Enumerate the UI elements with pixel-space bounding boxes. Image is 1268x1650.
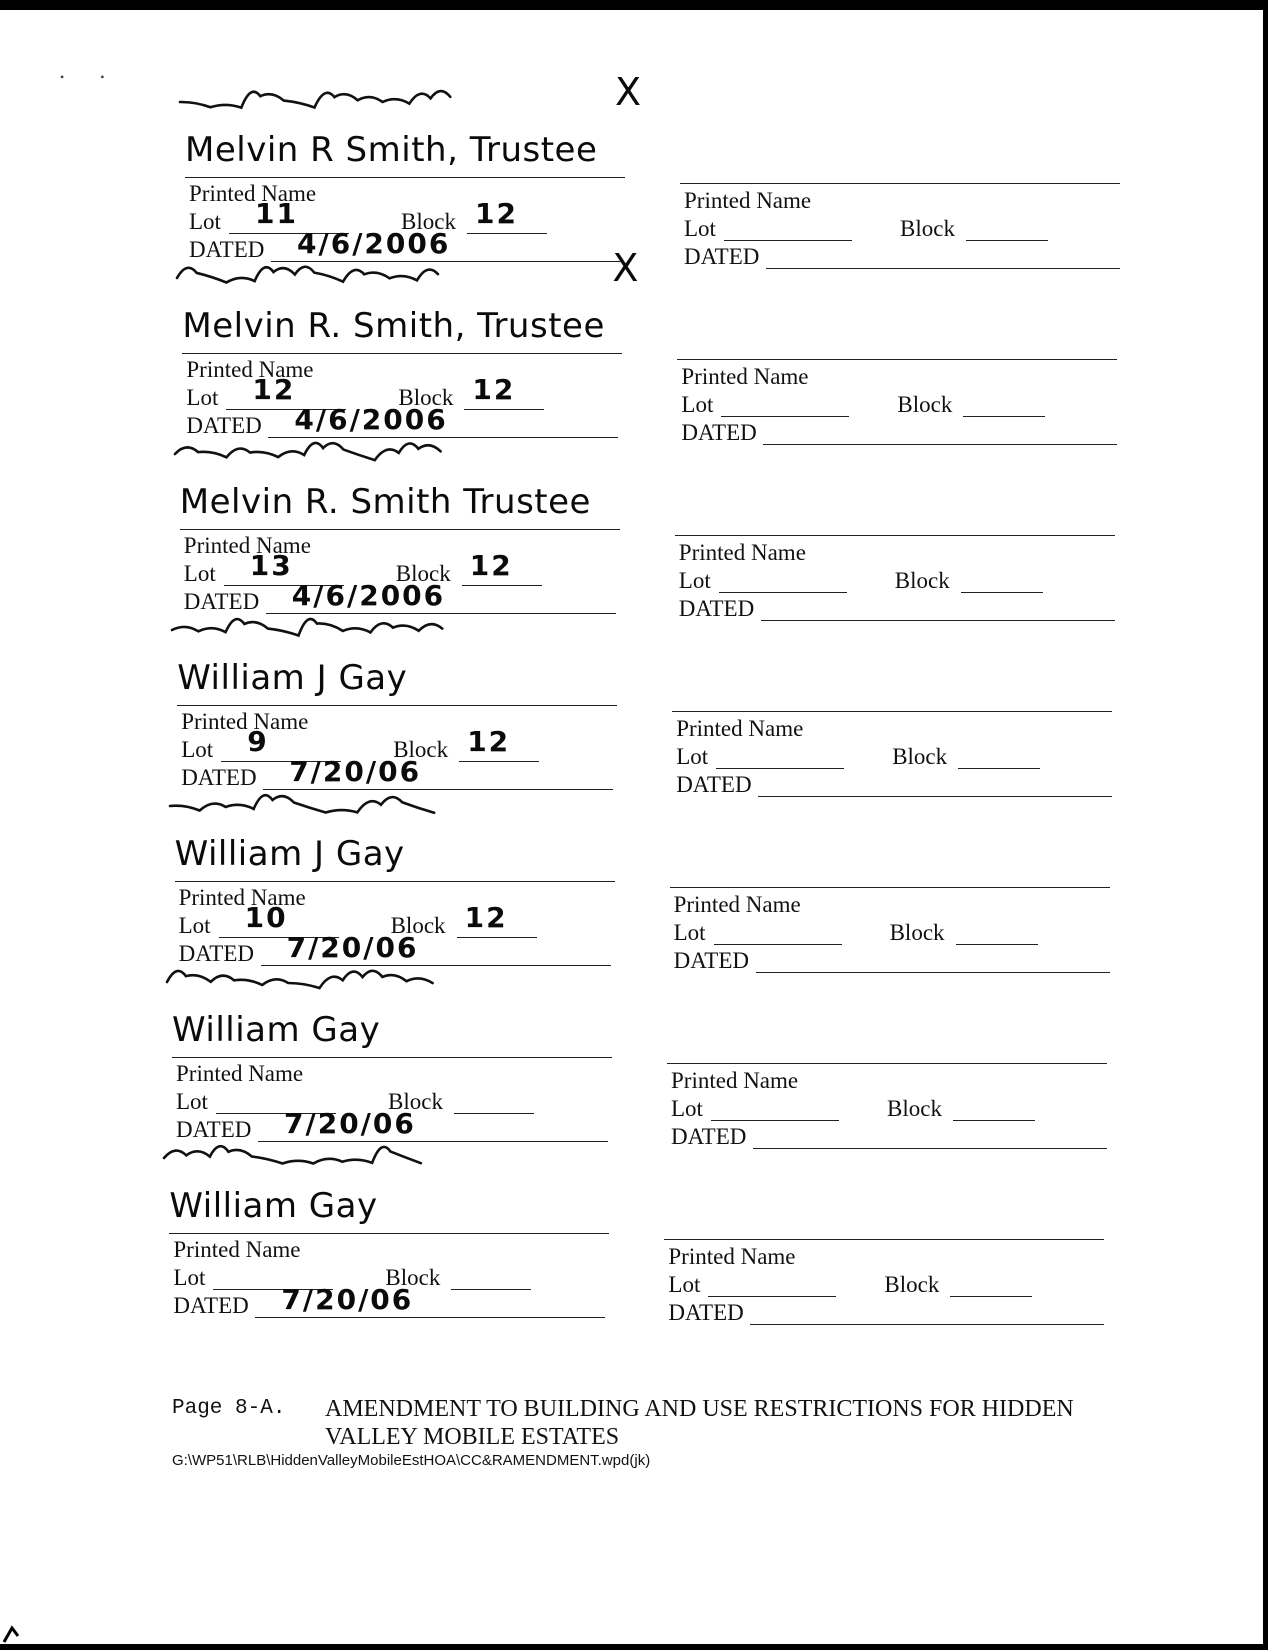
lot-label: Lot bbox=[178, 913, 211, 938]
lot-value: 10 bbox=[244, 901, 288, 934]
printed-name-value: William Gay bbox=[169, 1186, 378, 1226]
block-value: 12 bbox=[472, 373, 516, 406]
signature-x-mark: X bbox=[615, 70, 642, 114]
lot-label: Lot bbox=[173, 1265, 206, 1290]
block-label: Block bbox=[887, 1096, 942, 1121]
lot-label: Lot bbox=[678, 568, 711, 593]
block-line bbox=[454, 1113, 534, 1114]
signature-area bbox=[170, 427, 470, 472]
signature-block-right bbox=[672, 615, 1142, 797]
dated-label: DATED bbox=[178, 941, 254, 966]
printed-name-label: Printed Name bbox=[678, 540, 806, 565]
dated-label: DATED bbox=[183, 589, 260, 614]
block-line bbox=[464, 409, 544, 410]
lot-line bbox=[716, 768, 844, 769]
dated-label: DATED bbox=[684, 244, 760, 269]
dated-value: 7/20/06 bbox=[284, 1107, 416, 1140]
dated-value: 4/6/2006 bbox=[294, 403, 448, 436]
handwritten-signature-icon bbox=[175, 75, 475, 120]
printed-name-line bbox=[667, 1063, 1107, 1064]
lot-label: Lot bbox=[676, 744, 709, 769]
lot-label: Lot bbox=[183, 561, 216, 586]
block-label: Block bbox=[388, 1089, 443, 1114]
dated-label: DATED bbox=[671, 1124, 747, 1149]
block-line bbox=[961, 592, 1043, 593]
printed-name-line bbox=[680, 183, 1120, 184]
signature-area bbox=[159, 1131, 459, 1176]
printed-name-label: Printed Name bbox=[178, 885, 306, 910]
signature-block-right bbox=[680, 87, 1150, 269]
dated-value: 7/20/06 bbox=[286, 931, 419, 964]
block-label: Block bbox=[900, 216, 955, 241]
dated-label: DATED bbox=[678, 596, 755, 621]
block-line bbox=[467, 233, 547, 234]
printed-name-value: William Gay bbox=[172, 1010, 381, 1050]
signature-area bbox=[162, 955, 462, 1000]
handwritten-signature-icon bbox=[170, 427, 470, 472]
block-label: Block bbox=[395, 561, 451, 586]
printed-name-label: Printed Name bbox=[181, 709, 309, 734]
block-label: Block bbox=[398, 385, 454, 410]
scan-bottom-edge bbox=[0, 1644, 1268, 1650]
printed-name-line bbox=[675, 535, 1115, 536]
signature-area bbox=[175, 75, 475, 120]
dated-label: DATED bbox=[186, 413, 262, 438]
block-line bbox=[459, 761, 539, 762]
lot-label: Lot bbox=[684, 216, 716, 241]
printed-name-value: William J Gay bbox=[177, 658, 408, 698]
block-value: 12 bbox=[464, 901, 508, 934]
lot-line bbox=[724, 240, 852, 241]
footer-page-number: Page 8-A. bbox=[172, 1397, 286, 1420]
block-line bbox=[462, 585, 542, 586]
lot-line bbox=[719, 592, 847, 593]
block-label: Block bbox=[393, 737, 449, 762]
lot-label: Lot bbox=[181, 737, 214, 762]
scan-specks: • • bbox=[60, 70, 105, 84]
signature-area bbox=[165, 779, 465, 824]
block-label: Block bbox=[390, 913, 446, 938]
dated-line bbox=[750, 1324, 1104, 1325]
printed-name-line bbox=[664, 1239, 1104, 1240]
dated-value: 7/20/06 bbox=[281, 1283, 414, 1316]
block-label: Block bbox=[401, 209, 456, 234]
lot-line bbox=[714, 944, 842, 945]
signature-block-left bbox=[177, 613, 647, 790]
block-line bbox=[950, 1296, 1032, 1297]
printed-name-value: Melvin R. Smith, Trustee bbox=[182, 306, 605, 346]
dated-label: DATED bbox=[673, 948, 749, 973]
printed-name-line bbox=[169, 1233, 609, 1234]
signature-block-left bbox=[172, 965, 642, 1142]
printed-name-label: Printed Name bbox=[681, 364, 809, 389]
lot-value: 12 bbox=[252, 373, 296, 406]
printed-name-line bbox=[182, 353, 622, 354]
block-label: Block bbox=[894, 568, 950, 593]
signature-block-left bbox=[169, 1141, 639, 1318]
handwritten-signature-icon bbox=[165, 779, 465, 824]
corner-mark-icon bbox=[2, 1622, 24, 1644]
handwritten-signature-icon bbox=[167, 603, 467, 648]
block-value: 12 bbox=[469, 549, 513, 582]
lot-label: Lot bbox=[671, 1096, 703, 1121]
printed-name-value: Melvin R Smith, Trustee bbox=[185, 130, 598, 170]
handwritten-signature-icon bbox=[159, 1131, 459, 1176]
handwritten-signature-icon bbox=[162, 955, 462, 1000]
lot-label: Lot bbox=[186, 385, 219, 410]
printed-name-line bbox=[180, 529, 620, 530]
dated-label: DATED bbox=[668, 1300, 744, 1325]
block-label: Block bbox=[385, 1265, 441, 1290]
printed-name-label: Printed Name bbox=[186, 357, 314, 382]
printed-name-line bbox=[672, 711, 1112, 712]
printed-name-line bbox=[677, 359, 1117, 360]
dated-label: DATED bbox=[681, 420, 757, 445]
dated-line bbox=[255, 1317, 605, 1318]
printed-name-value: William J Gay bbox=[174, 834, 405, 874]
signature-block-right bbox=[664, 1143, 1134, 1325]
signature-x-mark: X bbox=[612, 246, 639, 290]
printed-name-label: Printed Name bbox=[684, 188, 812, 213]
lot-label: Lot bbox=[176, 1089, 208, 1114]
lot-value: 11 bbox=[255, 197, 298, 230]
dated-label: DATED bbox=[176, 1117, 252, 1142]
block-label: Block bbox=[897, 392, 953, 417]
lot-label: Lot bbox=[681, 392, 714, 417]
printed-name-line bbox=[670, 887, 1110, 888]
signature-block-right bbox=[667, 967, 1137, 1149]
printed-name-line bbox=[172, 1057, 612, 1058]
printed-name-label: Printed Name bbox=[668, 1244, 796, 1269]
lot-value: 13 bbox=[249, 549, 293, 582]
footer-document-title: AMENDMENT TO BUILDING AND USE RESTRICTIONS FOR HIDDEN VALLEY MOBILE ESTATES bbox=[325, 1396, 1074, 1450]
signature-block-left bbox=[185, 70, 655, 262]
lot-line bbox=[711, 1120, 839, 1121]
dated-label: DATED bbox=[676, 772, 752, 797]
signature-block-left bbox=[174, 789, 645, 966]
block-line bbox=[956, 944, 1038, 945]
block-line bbox=[958, 768, 1040, 769]
scan-top-edge bbox=[0, 0, 1268, 10]
block-value: 12 bbox=[475, 197, 518, 230]
printed-name-label: Printed Name bbox=[176, 1061, 304, 1086]
lot-line bbox=[708, 1296, 836, 1297]
signature-block-right bbox=[670, 791, 1140, 973]
dated-value: 7/20/06 bbox=[289, 755, 422, 788]
printed-name-label: Printed Name bbox=[671, 1068, 799, 1093]
dated-value: 4/6/2006 bbox=[297, 227, 451, 260]
block-label: Block bbox=[884, 1272, 940, 1297]
signature-block-right bbox=[675, 439, 1145, 621]
block-value: 12 bbox=[467, 725, 511, 758]
signature-block-left bbox=[179, 437, 650, 614]
dated-label: DATED bbox=[173, 1293, 249, 1318]
block-line bbox=[953, 1120, 1035, 1121]
printed-name-label: Printed Name bbox=[173, 1237, 301, 1262]
block-line bbox=[966, 240, 1048, 241]
block-line bbox=[963, 416, 1045, 417]
block-label: Block bbox=[892, 744, 948, 769]
printed-name-line bbox=[185, 177, 625, 178]
lot-value: 9 bbox=[247, 725, 269, 758]
printed-name-value: Melvin R. Smith Trustee bbox=[179, 482, 591, 522]
lot-label: Lot bbox=[189, 209, 221, 234]
lot-line bbox=[721, 416, 849, 417]
block-line bbox=[457, 937, 537, 938]
printed-name-label: Printed Name bbox=[189, 181, 317, 206]
signature-area bbox=[172, 251, 472, 296]
block-line bbox=[451, 1289, 531, 1290]
printed-name-label: Printed Name bbox=[676, 716, 804, 741]
printed-name-label: Printed Name bbox=[183, 533, 311, 558]
signature-block-right bbox=[677, 263, 1147, 445]
lot-label: Lot bbox=[673, 920, 706, 945]
dated-label: DATED bbox=[189, 237, 265, 262]
handwritten-signature-icon bbox=[172, 251, 472, 296]
lot-label: Lot bbox=[668, 1272, 701, 1297]
printed-name-label: Printed Name bbox=[673, 892, 801, 917]
printed-name-line bbox=[175, 881, 615, 882]
signature-block-left bbox=[182, 246, 652, 438]
block-label: Block bbox=[889, 920, 945, 945]
dated-label: DATED bbox=[181, 765, 257, 790]
dated-value: 4/6/2006 bbox=[291, 579, 446, 612]
printed-name-line bbox=[177, 705, 617, 706]
footer-file-path: G:\WP51\RLB\HiddenValleyMobileEstHOA\CC&RAMENDMENT.wpd(jk) bbox=[172, 1452, 651, 1469]
signature-area bbox=[167, 603, 467, 648]
scan-right-edge bbox=[1263, 0, 1268, 1650]
